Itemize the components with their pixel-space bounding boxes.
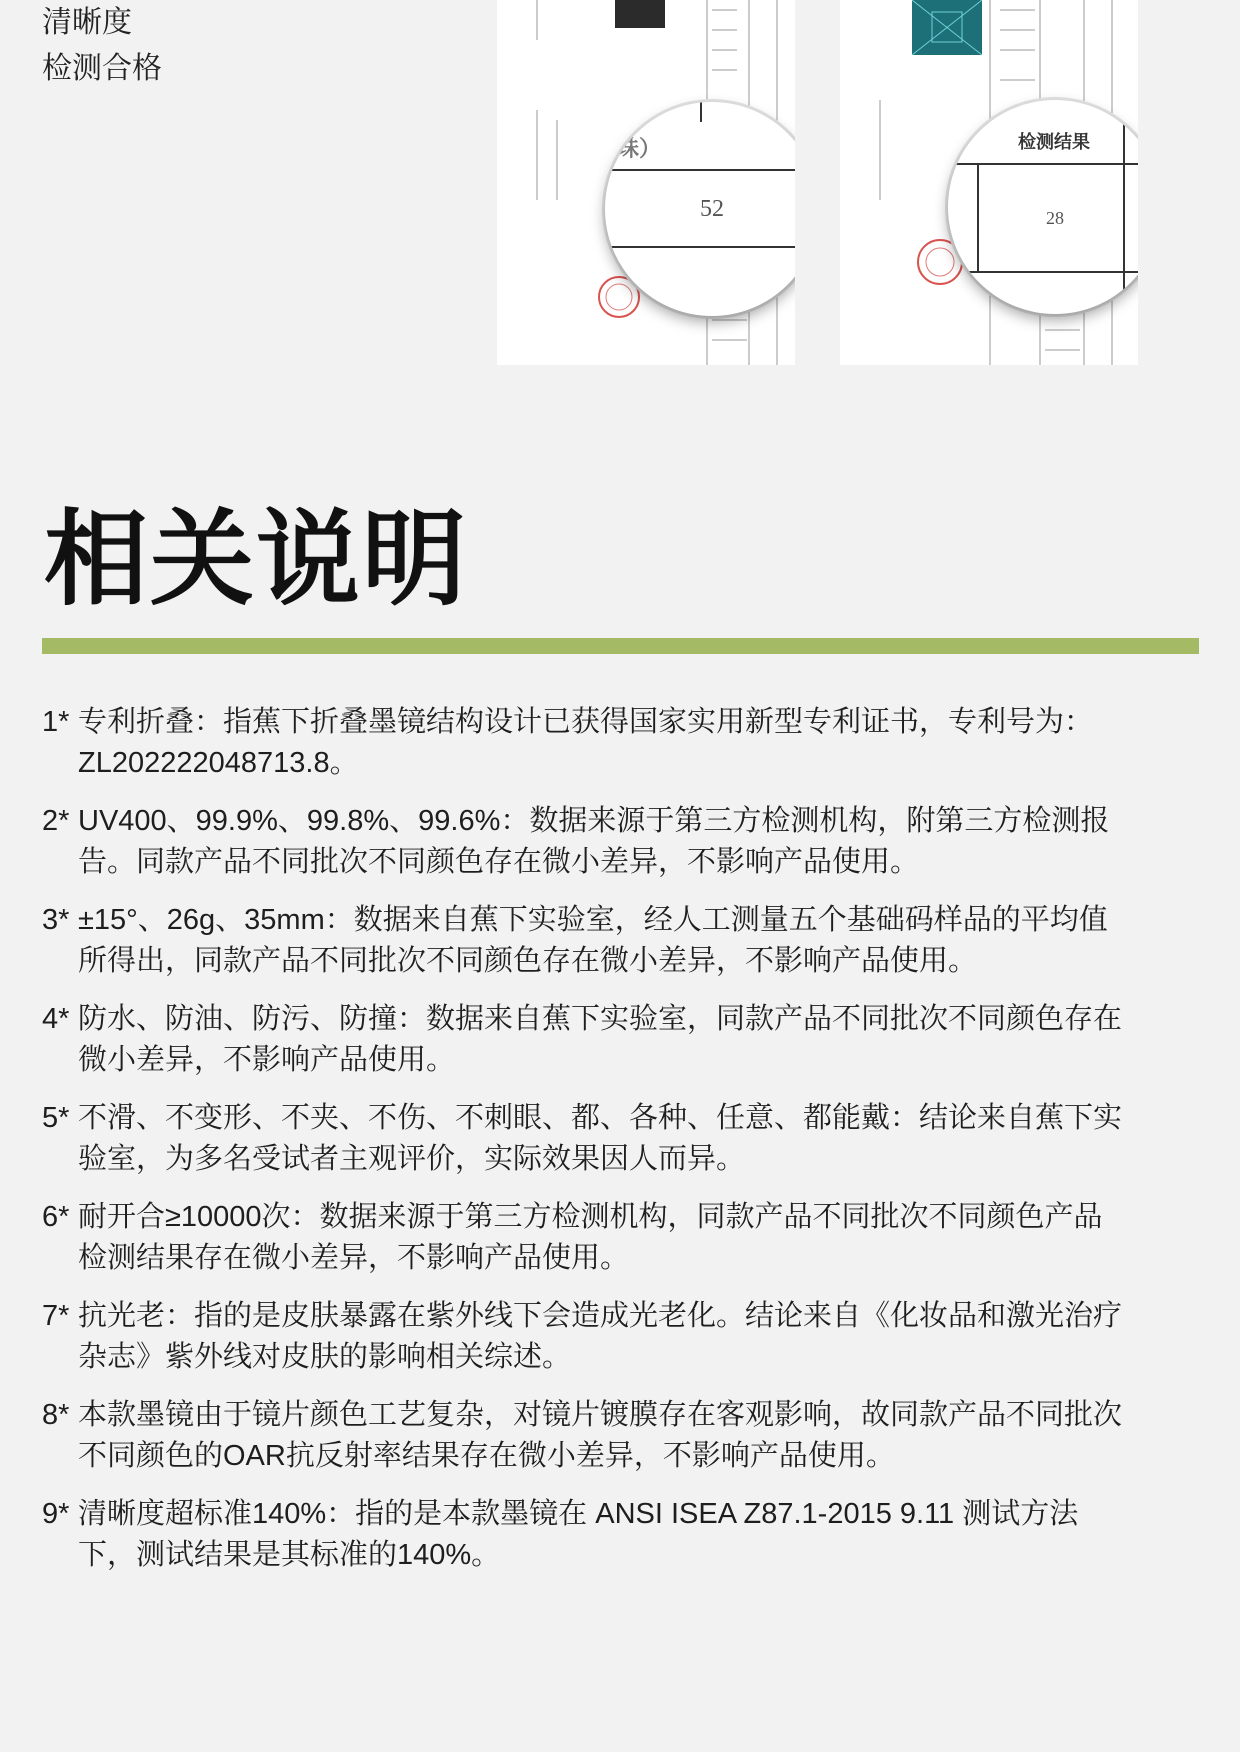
- note-number: 1*: [42, 706, 70, 738]
- note-number: 5*: [42, 1102, 70, 1134]
- note-item: [42, 1395, 1122, 1477]
- note-item: [42, 1197, 1122, 1279]
- note-item: [42, 702, 1122, 784]
- note-item: [42, 801, 1122, 883]
- report-2-magnifier: [948, 100, 1138, 314]
- report-1-value: 52: [700, 196, 724, 222]
- note-number: 8*: [42, 1399, 70, 1431]
- section-title: 相关说明: [44, 502, 469, 618]
- note-text: 不滑、不变形、不夹、不伤、不刺眼、都、各种、任意、都能戴：结论来自蕉下实验室，为多名受试者主观评价，实际效果因人而异。: [78, 1102, 1123, 1175]
- test-report-image-2: [840, 0, 1138, 365]
- report-2-header: 检测结果: [1018, 132, 1090, 152]
- note-text: 专利折叠：指蕉下折叠墨镜结构设计已获得国家实用新型专利证书，专利号为：ZL202222048713.8。: [78, 706, 1094, 779]
- note-text: UV400、99.9%、99.8%、99.6%：数据来源于第三方检测机构，附第三方检测报告。同款产品不同批次不同颜色存在微小差异，不影响产品使用。: [78, 805, 1110, 878]
- accent-divider: [42, 638, 1199, 654]
- note-item: [42, 999, 1122, 1081]
- note-item: [42, 1494, 1122, 1576]
- note-number: 3*: [42, 904, 70, 936]
- note-number: 7*: [42, 1300, 70, 1332]
- report-1-header: 珠）: [617, 136, 662, 161]
- report-1-magnifier: [605, 102, 795, 316]
- test-report-image-1: [497, 0, 795, 365]
- note-text: ±15°、26g、35mm：数据来自蕉下实验室，经人工测量五个基础码样品的平均值所得出，同款产品不同批次不同颜色存在微小差异，不影响产品使用。: [78, 904, 1108, 977]
- label-test-passed: 检测合格: [42, 52, 162, 85]
- top-labels: [42, 0, 162, 92]
- note-text: 防水、防油、防污、防撞：数据来自蕉下实验室，同款产品不同批次不同颜色存在微小差异，不影响产品使用。: [78, 1003, 1123, 1076]
- note-text: 耐开合≥10000次：数据来源于第三方检测机构，同款产品不同批次不同颜色产品检测结果存在微小差异，不影响产品使用。: [78, 1201, 1103, 1274]
- note-number: 4*: [42, 1003, 70, 1035]
- label-clarity: 清晰度: [42, 6, 132, 39]
- note-text: 抗光老：指的是皮肤暴露在紫外线下会造成光老化。结论来自《化妆品和激光治疗杂志》紫外线对皮肤的影响相关综述。: [78, 1300, 1123, 1373]
- note-item: [42, 1098, 1122, 1180]
- note-item: [42, 1296, 1122, 1378]
- notes-list: [42, 702, 1122, 1593]
- note-number: 2*: [42, 805, 70, 837]
- note-number: 6*: [42, 1201, 70, 1233]
- note-text: 清晰度超标准140%：指的是本款墨镜在 ANSI ISEA Z87.1-2015 9.11 测试方法下，测试结果是其标准的140%。: [78, 1498, 1079, 1571]
- report-1-thumb: [615, 0, 665, 28]
- note-item: [42, 900, 1122, 982]
- note-number: 9*: [42, 1498, 70, 1530]
- report-2-value: 28: [1046, 208, 1064, 228]
- note-text: 本款墨镜由于镜片颜色工艺复杂，对镜片镀膜存在客观影响，故同款产品不同批次不同颜色的OAR抗反射率结果存在微小差异，不影响产品使用。: [78, 1399, 1123, 1472]
